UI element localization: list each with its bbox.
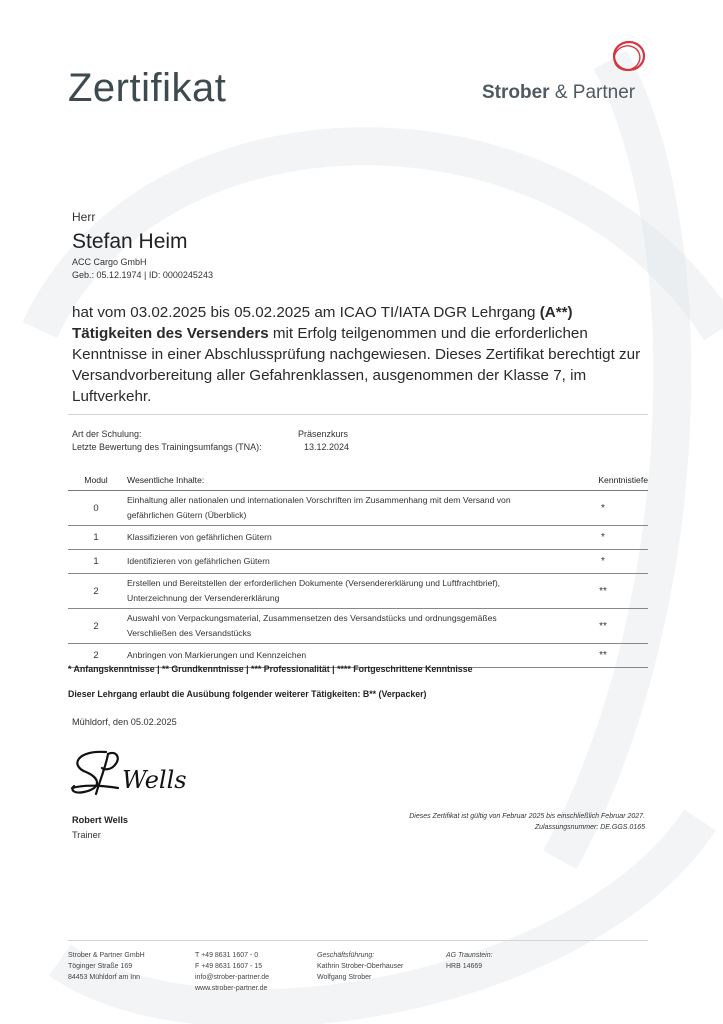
validity-line: Dieses Zertifikat ist gültig von Februar 2025 bis einschließlich Februar 2027. [409,813,645,820]
trainer-signature [66,744,196,804]
footer-phone: T +49 8631 1607 - 0 [195,952,259,959]
footer-company [68,950,145,983]
row-modul: 0 [68,491,124,526]
table-header-row [68,470,648,491]
certificate-statement [72,302,652,407]
table-row [68,550,648,574]
statement-part1: hat vom 03.02.2025 bis 05.02.2025 am ICAO TI/IATA DGR Lehrgang [72,304,540,321]
footer-fax: F +49 8631 1607 - 15 [195,963,263,970]
table-row [68,574,648,609]
tna-label: Letzte Bewertung des Trainingsumfangs (TNA): [72,442,262,452]
footer-contact [195,950,269,994]
statement-activity: Tätigkeiten des Versenders [72,325,269,342]
row-depth: ** [544,609,648,644]
trainer-name: Robert Wells [72,815,128,825]
footer-management [317,950,403,983]
row-description: Einhaltung aller nationalen und internationalen Vorschriften im Zusammenhang mit dem Versand von gefährlichen Gütern (Überblick) [124,491,544,526]
table-row [68,526,648,550]
row-modul: 1 [68,526,124,550]
recipient-company: ACC Cargo GmbH [72,257,147,267]
row-description: Erstellen und Bereitstellen der erforderlichen Dokumente (Versendererklärung und Luftfrachtbrief), Unterzeichnung der Versendererklärung [124,574,544,609]
row-description: Klassifizieren von gefährlichen Gütern [124,526,544,550]
footer-register-label: AG Traunstein: [446,952,493,959]
row-modul: 2 [68,644,124,668]
row-modul: 2 [68,609,124,644]
approval-number: Zulassungsnummer: DE.GGS.0165 [534,823,645,831]
place-date: Mühldorf, den 05.02.2025 [72,717,177,727]
additional-activities: Dieser Lehrgang erlaubt die Ausübung folgender weiterer Tätigkeiten: B** (Verpacker) [68,689,427,699]
table-row [68,609,648,644]
column-header-content: Wesentliche Inhalte: [127,475,205,485]
footer-divider [68,940,648,941]
module-table [68,470,648,668]
training-type-value: Präsenzkurs [298,429,349,439]
training-type-label: Art der Schulung: [72,429,142,439]
row-description: Auswahl von Verpackungsmaterial, Zusammensetzen des Versandstücks und ordnungsgemäßes Verschließen des Versandstücks [124,609,544,644]
footer-manager: Wolfgang Strober [317,974,372,981]
footer-register [446,950,493,972]
row-depth: ** [544,574,648,609]
table-row [68,491,648,526]
knowledge-depth-legend: * Anfangskenntnisse | ** Grundkenntnisse | *** Professionalität | **** Fortgeschrittene Kenntnisse [68,664,473,674]
trainer-role: Trainer [72,830,101,840]
statement-level: (A**) [539,304,573,321]
column-header-depth: Kenntnistiefe [598,475,648,485]
footer-street: Töginger Straße 169 [68,963,133,970]
recipient-birth-id: Geb.: 05.12.1974 | ID: 0000245243 [72,270,213,280]
signature-text: Wells [122,766,187,794]
row-depth: * [544,550,648,574]
row-description: Anbringen von Markierungen und Kennzeichen [124,644,544,668]
footer-company-name: Strober & Partner GmbH [68,952,145,959]
row-depth: ** [544,644,648,668]
brand-name-secondary: & Partner [549,82,636,103]
footer-register-number: HRB 14669 [446,963,483,970]
column-header-modul: Modul [84,475,108,485]
footer-management-label: Geschäftsführung: [317,952,375,959]
footer-email-link[interactable]: info@strober-partner.de [195,974,270,981]
divider [68,414,648,415]
footer-manager: Kathrin Strober-Oberhauser [317,963,404,970]
row-modul: 2 [68,574,124,609]
recipient-salutation: Herr [72,210,96,224]
validity-note [409,812,645,833]
recipient-name: Stefan Heim [72,230,188,253]
page-title: Zertifikat [68,66,227,110]
tna-value: 13.12.2024 [304,442,350,452]
brand-name [482,82,635,104]
footer-website-link[interactable]: www.strober-partner.de [195,985,268,992]
row-modul: 1 [68,550,124,574]
row-description: Identifizieren von gefährlichen Gütern [124,550,544,574]
footer-city: 84453 Mühldorf am Inn [68,974,140,981]
brand-name-primary: Strober [482,82,550,103]
row-depth: * [544,491,648,526]
row-depth: * [544,526,648,550]
statement-part2: mit Erfolg teilgenommen und die erforderlichen Kenntnisse in einer Abschlussprüfung nachgewiesen. Dieses Zertifikat berechtigt zur Versandvorbereitung aller Gefahrenklassen, ausgenommen der Klasse 7, im Luftverkehr. [72,325,641,405]
brand-logo-icon [608,38,648,78]
